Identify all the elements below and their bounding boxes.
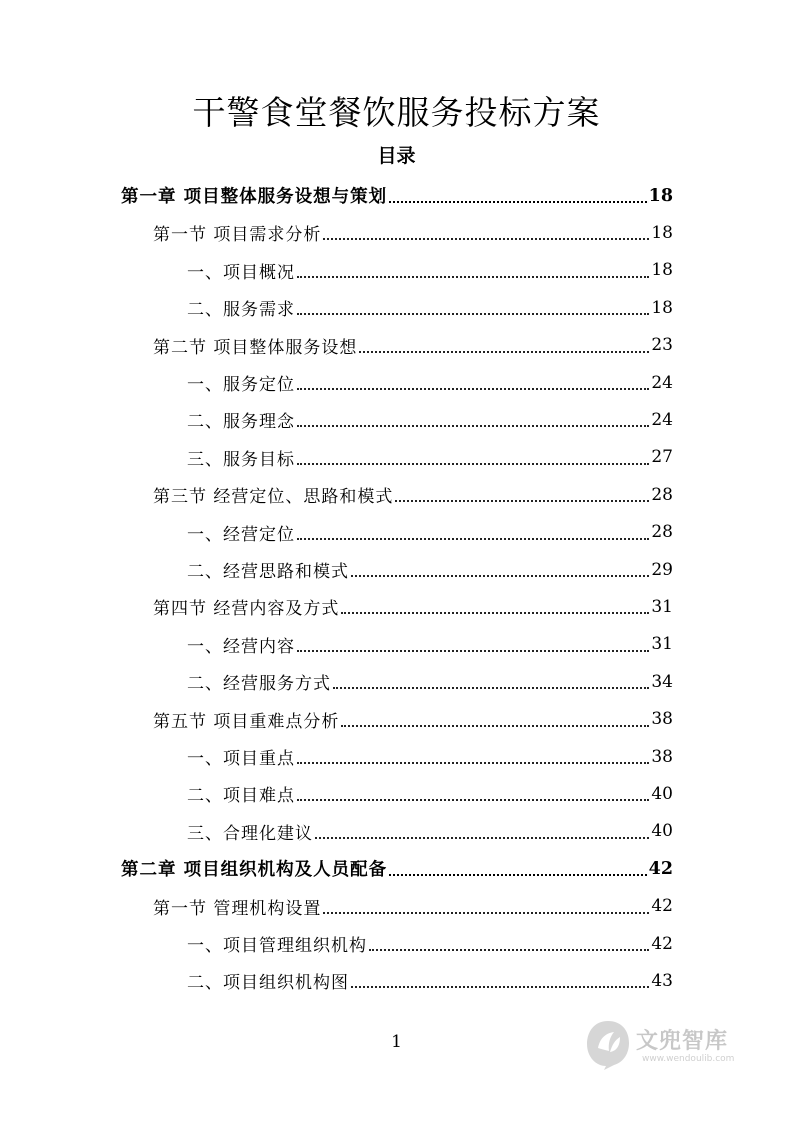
toc-entry[interactable] bbox=[153, 476, 673, 513]
toc-entry-page: 24 bbox=[651, 372, 673, 393]
toc-entry-page: 24 bbox=[651, 409, 673, 430]
toc-entry-page: 28 bbox=[651, 522, 673, 543]
toc-entry[interactable] bbox=[187, 738, 673, 775]
toc-entry[interactable] bbox=[187, 514, 673, 551]
toc-entry-label: 二、经营思路和模式 bbox=[187, 562, 349, 582]
toc-dot-leader bbox=[341, 724, 649, 727]
watermark-brand: 文兜智库 bbox=[636, 1029, 729, 1054]
toc-entry[interactable] bbox=[121, 850, 673, 887]
toc-entry-page: 43 bbox=[651, 970, 673, 991]
toc-entry-page: 18 bbox=[651, 297, 673, 318]
toc-dot-leader bbox=[341, 611, 649, 614]
toc-entry-label: 一、项目管理组织机构 bbox=[187, 936, 367, 956]
toc-entry[interactable] bbox=[187, 439, 673, 476]
toc-dot-leader bbox=[297, 275, 649, 278]
toc-entry-label: 第一节 管理机构设置 bbox=[153, 898, 322, 919]
toc-entry[interactable] bbox=[187, 663, 673, 700]
toc-entry[interactable] bbox=[153, 888, 673, 925]
toc-heading: 目录 bbox=[377, 145, 416, 167]
toc-dot-leader bbox=[297, 312, 649, 315]
toc-entry[interactable] bbox=[187, 962, 673, 999]
toc-entry-label: 一、项目重点 bbox=[187, 749, 295, 769]
watermark-url: www.wendoulib.com bbox=[642, 1054, 735, 1064]
toc-entry-label: 一、服务定位 bbox=[187, 375, 295, 395]
toc-entry-label: 一、经营内容 bbox=[187, 636, 295, 657]
toc-entry-label: 一、项目概况 bbox=[187, 262, 295, 283]
toc-entry-page: 34 bbox=[651, 671, 673, 692]
toc-entry[interactable] bbox=[187, 551, 673, 588]
toc-entry[interactable] bbox=[187, 813, 673, 850]
toc-dot-leader bbox=[389, 200, 647, 203]
toc-entry-label: 三、合理化建议 bbox=[187, 823, 313, 844]
toc-dot-leader bbox=[351, 574, 649, 577]
toc-entry-label: 二、服务理念 bbox=[187, 412, 295, 433]
toc-dot-leader bbox=[359, 350, 649, 353]
toc-dot-leader bbox=[315, 836, 649, 839]
toc-entry[interactable] bbox=[187, 401, 673, 438]
toc-entry-label: 第二章 项目组织机构及人员配备 bbox=[121, 860, 388, 881]
toc-dot-leader bbox=[351, 985, 649, 988]
toc-entry-page: 23 bbox=[651, 335, 673, 356]
toc-dot-leader bbox=[297, 798, 649, 801]
toc-entry-label: 二、项目组织机构图 bbox=[187, 973, 349, 994]
toc-entry-label: 第二节 项目整体服务设想 bbox=[153, 337, 358, 358]
page-number: 1 bbox=[391, 1032, 402, 1052]
toc-entry-label: 第一章 项目整体服务设想与策划 bbox=[121, 187, 388, 207]
toc-entry[interactable] bbox=[153, 701, 673, 738]
toc-entry-label: 第三节 经营定位、思路和模式 bbox=[153, 487, 394, 508]
toc-entry-page: 38 bbox=[651, 709, 673, 730]
toc-dot-leader bbox=[323, 911, 649, 914]
toc-entry-page: 42 bbox=[648, 858, 673, 879]
toc-entry-page: 18 bbox=[648, 185, 673, 206]
wendou-logo-icon bbox=[584, 1018, 632, 1072]
toc-entry-label: 一、经营定位 bbox=[187, 524, 295, 545]
toc-entry-page: 42 bbox=[651, 933, 673, 954]
toc-entry-page: 40 bbox=[651, 783, 673, 804]
toc-entry-label: 第五节 项目重难点分析 bbox=[153, 711, 340, 732]
toc-entry-page: 38 bbox=[651, 746, 673, 767]
toc-entry-page: 42 bbox=[651, 896, 673, 917]
toc-entry-page: 31 bbox=[651, 596, 673, 617]
toc-entry[interactable] bbox=[153, 214, 673, 251]
toc-dot-leader bbox=[297, 537, 649, 540]
toc-entry-page: 27 bbox=[651, 447, 673, 468]
toc-dot-leader bbox=[297, 761, 649, 764]
toc-entry-label: 第一节 项目需求分析 bbox=[153, 225, 322, 246]
toc-entry-label: 二、经营服务方式 bbox=[187, 674, 331, 695]
toc-dot-leader bbox=[389, 873, 647, 876]
document-title: 干警食堂餐饮服务投标方案 bbox=[192, 93, 601, 132]
watermark bbox=[584, 1018, 759, 1076]
toc-entry[interactable] bbox=[187, 364, 673, 401]
toc-dot-leader bbox=[333, 686, 649, 689]
toc-entry[interactable] bbox=[153, 588, 673, 625]
toc-dot-leader bbox=[369, 948, 649, 951]
toc-dot-leader bbox=[323, 237, 649, 240]
toc-entry-page: 31 bbox=[651, 634, 673, 655]
toc-entry-page: 28 bbox=[651, 484, 673, 505]
toc-dot-leader bbox=[297, 462, 649, 465]
toc-entry[interactable] bbox=[187, 252, 673, 289]
toc-entry-label: 二、项目难点 bbox=[187, 786, 295, 807]
toc-entry[interactable] bbox=[187, 775, 673, 812]
toc-entry[interactable] bbox=[187, 925, 673, 962]
toc-entry-page: 18 bbox=[651, 222, 673, 243]
toc-entry-label: 三、服务目标 bbox=[187, 449, 295, 470]
toc-entry-label: 第四节 经营内容及方式 bbox=[153, 599, 340, 620]
toc-entry[interactable] bbox=[187, 626, 673, 663]
toc-entry-page: 18 bbox=[651, 260, 673, 281]
toc-dot-leader bbox=[395, 499, 649, 502]
toc-entry-label: 二、服务需求 bbox=[187, 300, 295, 321]
toc-dot-leader bbox=[297, 424, 649, 427]
toc-entry-page: 29 bbox=[651, 559, 673, 580]
toc-entry-page: 40 bbox=[651, 821, 673, 842]
toc-entry[interactable] bbox=[121, 177, 673, 214]
toc-dot-leader bbox=[297, 387, 649, 390]
toc-entry[interactable] bbox=[153, 327, 673, 364]
toc-dot-leader bbox=[297, 649, 649, 652]
toc-entry[interactable] bbox=[187, 289, 673, 326]
